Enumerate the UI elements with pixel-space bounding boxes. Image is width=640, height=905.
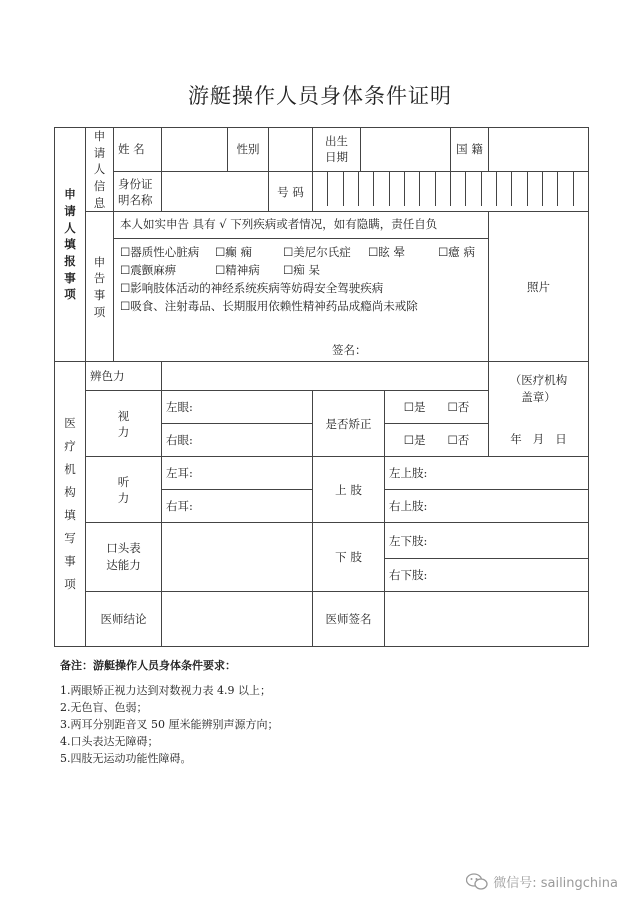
condition-meniere[interactable]: ☐美尼尔氏症	[283, 245, 351, 260]
left-no-checkbox[interactable]: ☐否	[447, 400, 470, 415]
watermark	[466, 872, 618, 891]
dob-field[interactable]	[361, 128, 451, 172]
note-item: 5.四肢无运动功能性障碍。	[60, 752, 192, 765]
vision-label	[86, 391, 162, 457]
certificate-form	[54, 127, 589, 647]
right-lower-field[interactable]: 右下肢:	[385, 559, 589, 592]
left-eye-field[interactable]: 左眼:	[162, 391, 313, 424]
vision-text: 视力	[117, 408, 130, 439]
id-number-grid	[313, 172, 588, 212]
condition-parkinson[interactable]: ☐震颤麻痹	[120, 263, 177, 278]
conditions-list	[120, 243, 484, 315]
right-eye-corrected	[385, 424, 489, 457]
hearing-label	[86, 457, 162, 523]
condition-vertigo[interactable]: ☐眩 晕	[368, 245, 405, 260]
notes	[60, 657, 278, 767]
conclusion-label: 医师结论	[86, 592, 162, 647]
declaration-text: 本人如实申告 具有 √ 下列疾病或者情况，如有隐瞒，责任自负	[120, 217, 438, 232]
nationality-label: 国 籍	[451, 128, 489, 172]
right-no-checkbox[interactable]: ☐否	[447, 433, 470, 448]
conclusion-field[interactable]	[162, 592, 313, 647]
watermark-text: 微信号: sailingchina	[493, 876, 618, 891]
declare-text: 申告事项	[93, 254, 106, 319]
id-number-cells[interactable]	[313, 171, 589, 212]
stamp-date: 年 月 日	[510, 431, 567, 446]
left-lower-field[interactable]: 左下肢:	[385, 523, 589, 559]
applicant-info-label	[86, 128, 114, 212]
gender-label: 性别	[228, 128, 269, 172]
nationality-field[interactable]	[489, 128, 589, 172]
gender-field[interactable]	[269, 128, 313, 172]
condition-drugs[interactable]: ☐吸食、注射毒品、长期服用依赖性精神药品成瘾尚未戒除	[120, 299, 418, 314]
right-eye-field[interactable]: 右眼:	[162, 424, 313, 457]
condition-psychosis[interactable]: ☐精神病	[215, 263, 260, 278]
dob-label-text: 出生日期	[325, 134, 348, 165]
condition-epilepsy[interactable]: ☐癫 痫	[215, 245, 252, 260]
color-vision-label: 辨色力	[86, 362, 162, 391]
id-type-field[interactable]	[162, 171, 269, 212]
speech-field[interactable]	[162, 523, 313, 592]
right-upper-field[interactable]: 右上肢:	[385, 490, 589, 523]
condition-heart[interactable]: ☐器质性心脏病	[120, 245, 200, 260]
doctor-sign-label: 医师签名	[313, 592, 385, 647]
id-type-label	[114, 171, 162, 212]
applicant-info-text: 申请人信息	[93, 129, 106, 210]
lower-limb-label: 下 肢	[313, 523, 385, 592]
page-title: 游艇操作人员身体条件证明	[188, 84, 452, 108]
note-item: 4.口头表达无障碍；	[60, 735, 159, 748]
medical-section-text: 医疗机构填写事项	[64, 416, 76, 592]
stamp-text: （医疗机构盖章）	[509, 373, 568, 405]
doctor-sign-field[interactable]	[385, 592, 589, 647]
applicant-section-text: 申请人填报事项	[64, 187, 76, 302]
medical-section-label	[55, 362, 86, 647]
left-eye-corrected	[385, 391, 489, 424]
wechat-icon	[466, 873, 488, 891]
id-type-text: 身份证明名称	[118, 176, 153, 207]
condition-hysteria[interactable]: ☐癔 病	[438, 245, 475, 260]
number-label: 号 码	[269, 171, 313, 212]
color-vision-field[interactable]	[162, 362, 489, 391]
speech-text: 口头表达能力	[106, 541, 141, 573]
declaration-box	[114, 212, 489, 362]
condition-neuro[interactable]: ☐影响肢体活动的神经系统疾病等妨碍安全驾驶疾病	[120, 281, 384, 296]
upper-limb-label: 上 肢	[313, 457, 385, 523]
left-upper-field[interactable]: 左上肢:	[385, 457, 589, 490]
note-item: 3.两耳分别距音叉 50 厘米能辨别声源方向；	[60, 718, 279, 731]
note-item: 1.两眼矫正视力达到对数视力表 4.9 以上；	[60, 684, 271, 697]
hearing-text: 听力	[117, 474, 130, 505]
notes-title: 备注：游艇操作人员身体条件要求：	[60, 659, 236, 672]
dob-label	[313, 128, 361, 172]
name-label: 姓 名	[114, 128, 162, 172]
applicant-signature[interactable]: 签名：	[332, 343, 367, 358]
applicant-section-label	[55, 128, 86, 362]
right-yes-checkbox[interactable]: ☐是	[403, 433, 426, 448]
left-ear-field[interactable]: 左耳:	[162, 457, 313, 490]
corrected-label: 是否矫正	[313, 391, 385, 457]
name-field[interactable]	[162, 128, 228, 172]
speech-label	[86, 523, 162, 592]
condition-dementia[interactable]: ☐痴 呆	[283, 263, 320, 278]
declare-label	[86, 212, 114, 362]
right-ear-field[interactable]: 右耳:	[162, 490, 313, 523]
left-yes-checkbox[interactable]: ☐是	[403, 400, 426, 415]
note-item: 2.无色盲、色弱；	[60, 701, 148, 714]
stamp-box	[489, 362, 589, 457]
photo-box: 照片	[489, 212, 589, 362]
